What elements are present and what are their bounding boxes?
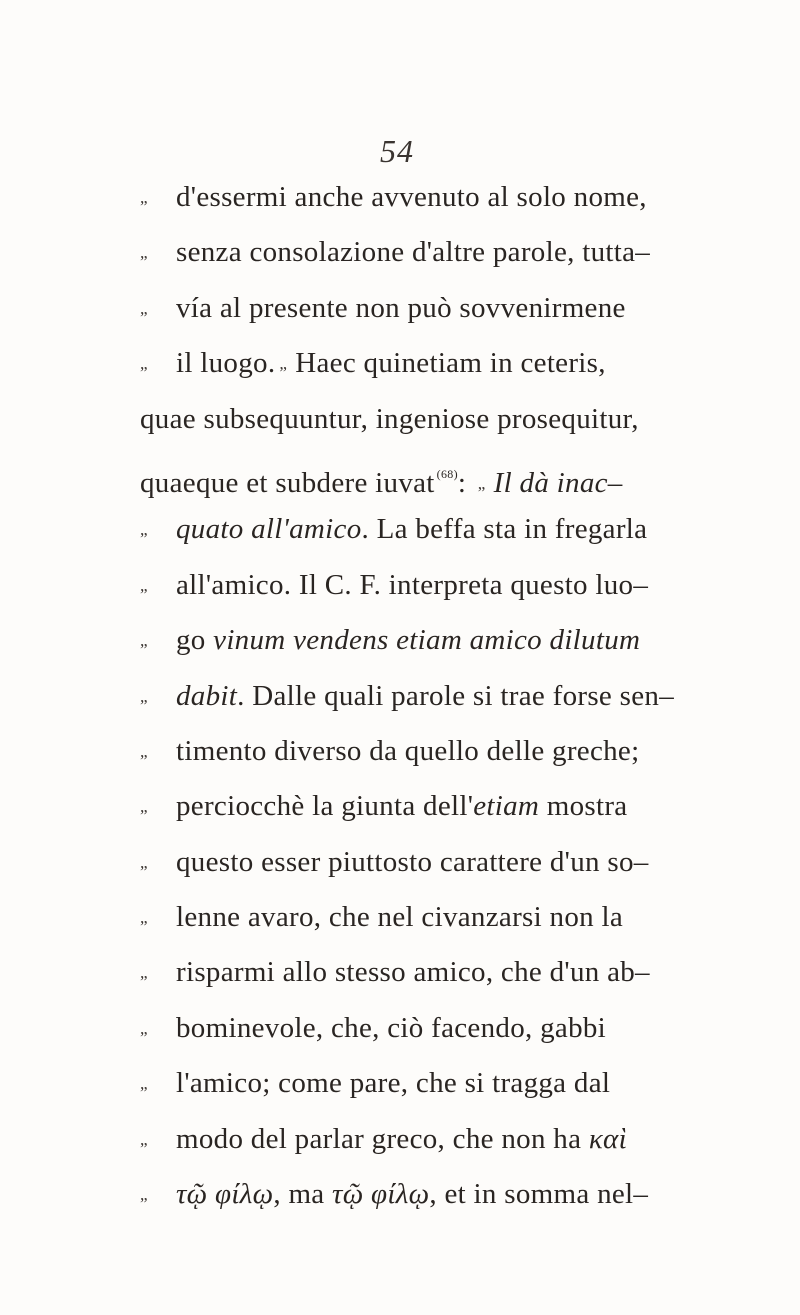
quote-mark: „: [279, 354, 288, 374]
quote-mark: „: [140, 908, 148, 928]
quote-mark: „: [140, 1129, 148, 1149]
text-line: „ d'essermi anche avvenuto al solo nome,: [140, 170, 660, 225]
text-line: quaeque et subdere iuvat $^{(68)}$: „ Il dà inac–: [140, 447, 660, 502]
quote-mark: „: [140, 1185, 148, 1205]
quote-mark: „: [140, 963, 148, 983]
quote-mark: „: [140, 243, 148, 263]
greek-text: τῷ φίλῳ: [176, 1178, 274, 1211]
quote-mark: „: [140, 1074, 148, 1094]
text-line: quae subsequuntur, ingeniose prosequitur,: [140, 402, 639, 435]
text-line: „ τῷ φίλῳ, ma τῷ φίλῳ, et in somma nel–: [140, 1167, 660, 1222]
text-line: „ dabit. Dalle quali parole si trae forse sen–: [140, 669, 660, 724]
text-line: „ bominevole, che, ciò facendo, gabbi: [140, 1001, 660, 1056]
text-line: „ timento diverso da quello delle greche;: [140, 724, 660, 779]
text-line: „ questo esser piuttosto carattere d'un so–: [140, 835, 660, 890]
footnote-marker: (68): [436, 466, 458, 481]
greek-text: καὶ: [588, 1122, 627, 1155]
quote-mark: „: [140, 852, 148, 872]
quote-mark: „: [140, 741, 148, 761]
quote-mark: „: [140, 631, 148, 651]
quote-mark: „: [140, 797, 148, 817]
page-number: 54: [380, 133, 414, 169]
text-line: „ perciocchè la giunta dell'etiam mostra: [140, 779, 660, 834]
text-line: „ il luogo. „ Haec quinetiam in ceteris,: [140, 336, 660, 391]
text-line: „ modo del parlar greco, che non ha καὶ: [140, 1112, 660, 1167]
quote-mark: „: [140, 188, 148, 207]
quote-mark: „: [140, 1018, 148, 1038]
quote-mark: „: [140, 520, 148, 540]
text-line: „ vía al presente non può sovvenirmene: [140, 281, 660, 336]
text-line: „ quato all'amico. La beffa sta in fregarla: [140, 502, 660, 557]
text-line: „ go vinum vendens etiam amico dilutum: [140, 613, 660, 668]
quote-mark: „: [140, 354, 148, 374]
text-line: „ l'amico; come pare, che si tragga dal: [140, 1056, 660, 1111]
quote-mark: „: [140, 686, 148, 706]
greek-text: τῷ φίλῳ: [332, 1178, 430, 1211]
quote-mark: „: [140, 298, 148, 318]
quote-mark: „: [477, 473, 486, 493]
quote-mark: „: [140, 575, 148, 595]
text-line: „ senza consolazione d'altre parole, tutta–: [140, 225, 660, 280]
body-text: [140, 170, 674, 1222]
text-line: „ risparmi allo stesso amico, che d'un ab–: [140, 945, 660, 1000]
text-line: „ all'amico. Il C. F. interpreta questo luo–: [140, 558, 660, 613]
text-line: „ lenne avaro, che nel civanzarsi non la: [140, 890, 660, 945]
